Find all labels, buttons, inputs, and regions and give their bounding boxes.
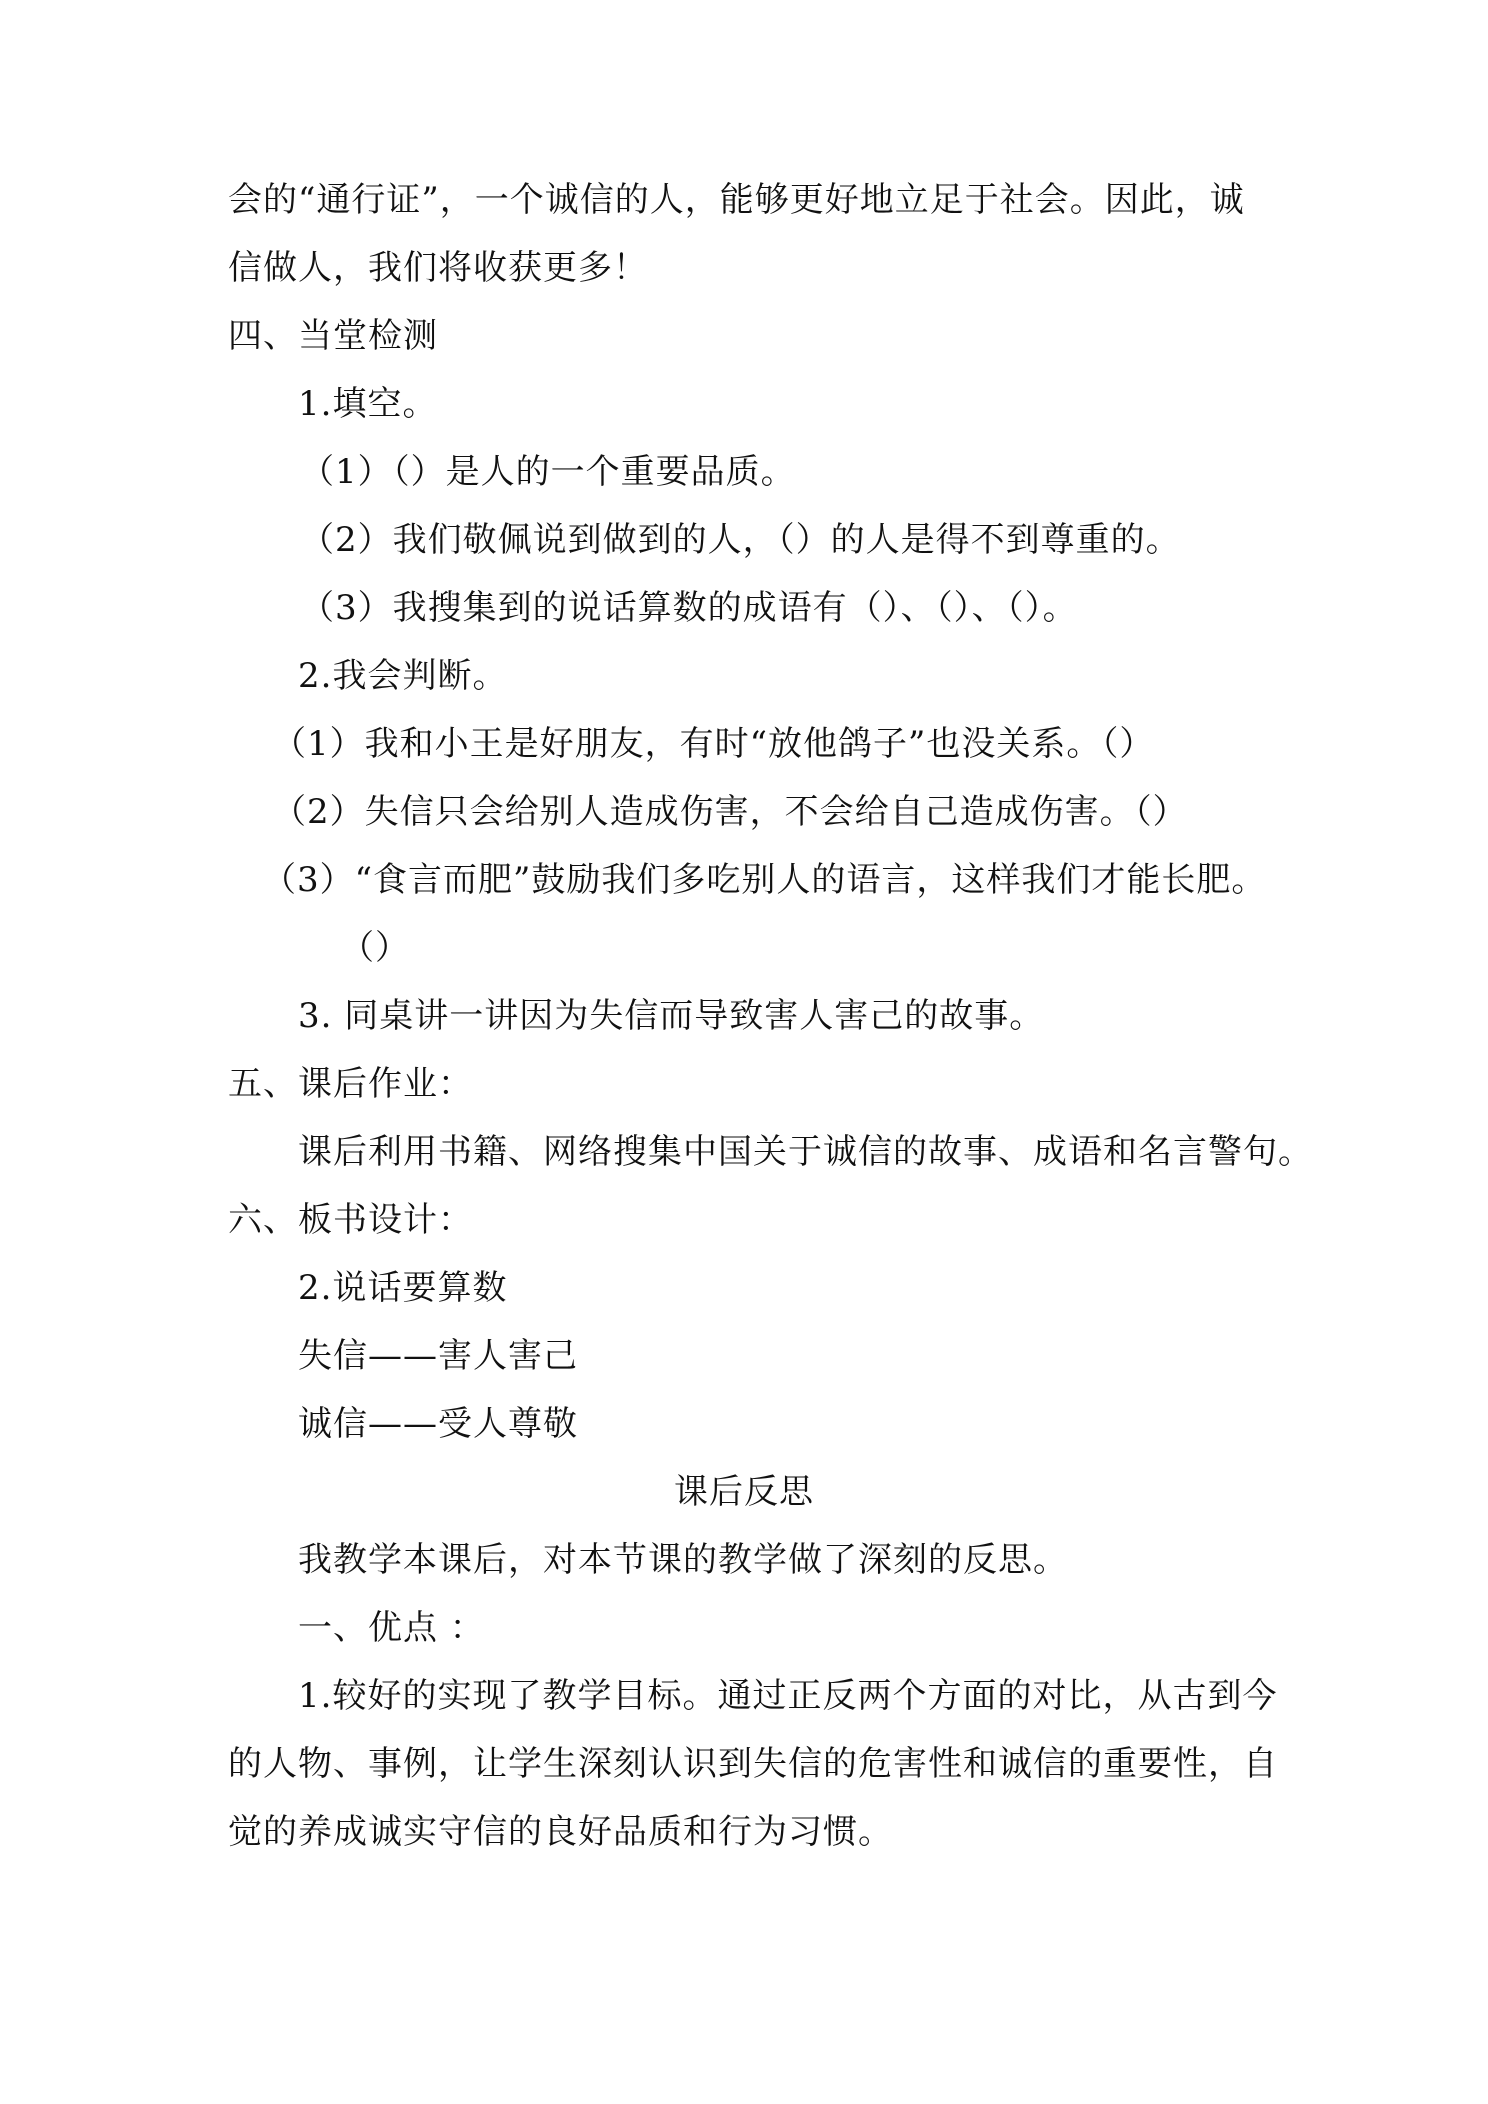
q1-item-3: （3）我搜集到的说话算数的成语有（）、（）、（）。 (300, 588, 1078, 628)
q3: 3. 同桌讲一讲因为失信而导致害人害己的故事。 (298, 996, 1045, 1036)
board-line-2: 失信——害人害己 (298, 1336, 578, 1376)
q2-title: 2.我会判断。 (298, 656, 508, 696)
q1-item-1: （1）（）是人的一个重要品质。 (300, 452, 796, 492)
q2-item-1: （1）我和小王是好朋友，有时“放他鸽子”也没关系。（） (272, 724, 1155, 764)
reflection-point-1-line-2: 的人物、事例，让学生深刻认识到失信的危害性和诚信的重要性，自 (228, 1744, 1278, 1784)
q1-title: 1.填空。 (298, 384, 438, 424)
section-4-heading: 四、当堂检测 (228, 316, 438, 356)
q2-item-3-answer: （） (340, 928, 410, 968)
board-line-3: 诚信——受人尊敬 (298, 1404, 578, 1444)
intro-line-1: 会的“通行证”，一个诚信的人，能够更好地立足于社会。因此，诚 (228, 180, 1245, 220)
q2-item-2: （2）失信只会给别人造成伤害，不会给自己造成伤害。（） (272, 792, 1188, 832)
q1-item-2: （2）我们敬佩说到做到的人，（）的人是得不到尊重的。 (300, 520, 1181, 560)
reflection-intro: 我教学本课后，对本节课的教学做了深刻的反思。 (298, 1540, 1068, 1580)
q2-item-3: （3）“食言而肥”鼓励我们多吃别人的语言，这样我们才能长肥。 (262, 860, 1267, 900)
reflection-title: 课后反思 (674, 1472, 814, 1512)
reflection-point-1-line-3: 觉的养成诚实守信的良好品质和行为习惯。 (228, 1812, 893, 1852)
reflection-subheading: 一、优点 ： (298, 1608, 485, 1648)
reflection-point-1-line-1: 1.较好的实现了教学目标。通过正反两个方面的对比，从古到今 (298, 1676, 1278, 1716)
section-5-heading: 五、课后作业： (228, 1064, 473, 1104)
section-5-body: 课后利用书籍、网络搜集中国关于诚信的故事、成语和名言警句。 (298, 1132, 1313, 1172)
intro-line-2: 信做人，我们将收获更多！ (228, 248, 648, 288)
board-line-1: 2.说话要算数 (298, 1268, 508, 1308)
section-6-heading: 六、板书设计： (228, 1200, 473, 1240)
